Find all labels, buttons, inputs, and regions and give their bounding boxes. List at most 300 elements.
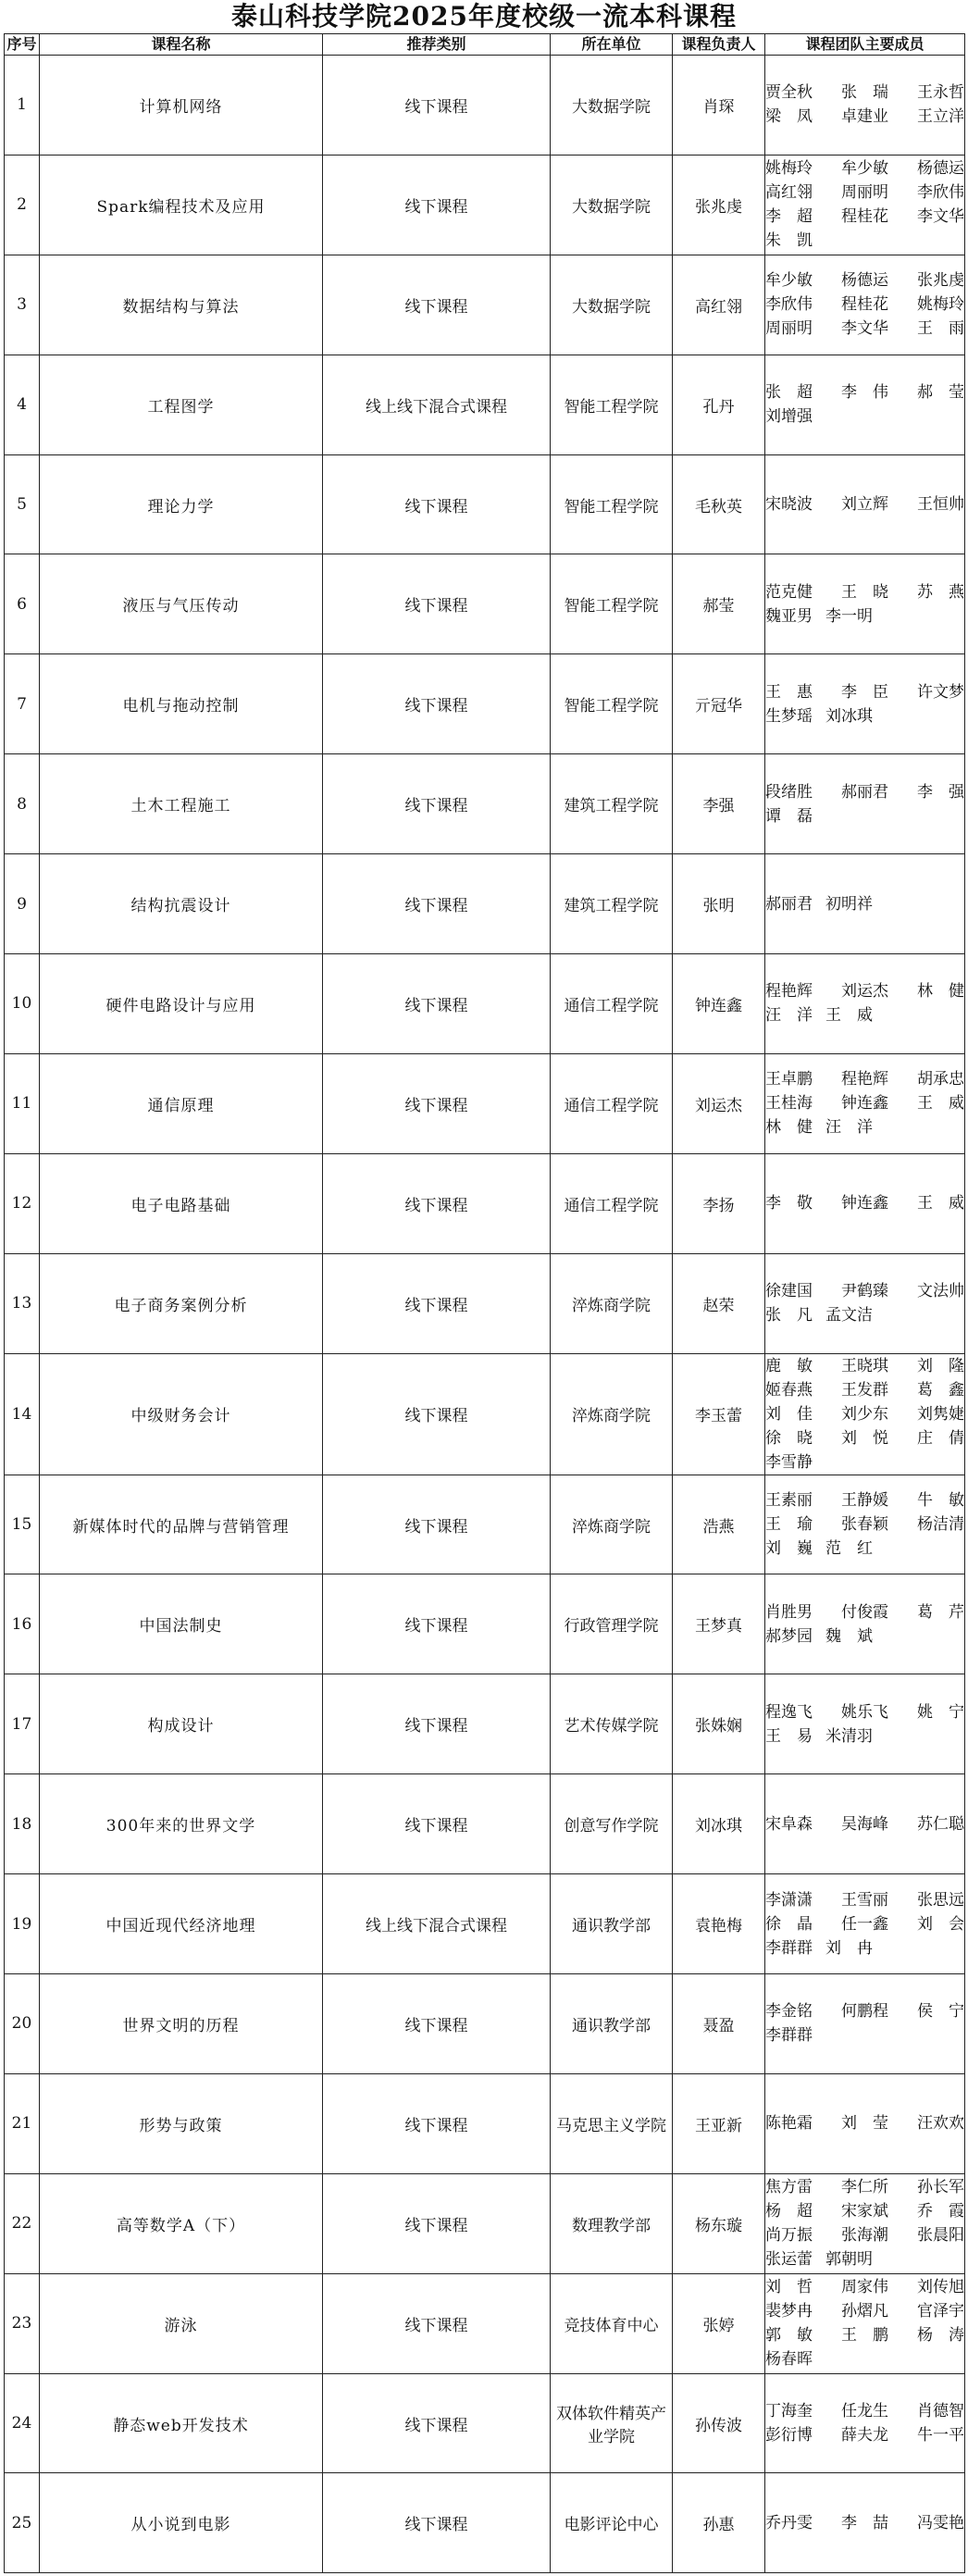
cell-seq: 19 [5,1874,40,1974]
cell-members [765,1574,965,1674]
table-row [5,1574,965,1674]
member-name: 何鹏程 [841,2002,888,2022]
member-line [765,1999,964,2023]
cell-members [765,1053,965,1153]
member-name: 李 伟 [841,383,888,403]
course-table [4,33,965,2573]
member-name: 姚 宁 [917,1702,964,1722]
header-seq: 序号 [5,34,40,56]
member-name: 朱 凯 [765,231,813,251]
cell-members [765,56,965,156]
cell-members [765,654,965,754]
cell-members [765,954,965,1054]
cell-unit: 建筑工程学院 [551,754,673,854]
member-name: 高红翎 [765,183,813,203]
cell-category: 线下课程 [323,155,551,255]
cell-course-name: 数据结构与算法 [40,255,323,355]
cell-course-name: 构成设计 [40,1674,323,1774]
member-line [765,1488,964,1512]
cell-seq: 4 [5,355,40,454]
cell-members [765,155,965,255]
cell-category: 线上线下混合式课程 [323,355,551,454]
cell-category: 线下课程 [323,255,551,355]
header-members: 课程团队主要成员 [765,34,965,56]
cell-course-name: 高等数学A（下） [40,2173,323,2273]
table-row [5,654,965,754]
cell-unit: 建筑工程学院 [551,854,673,954]
cell-leader: 刘冰琪 [673,1774,765,1874]
table-row [5,854,965,954]
cell-unit: 大数据学院 [551,255,673,355]
cell-category: 线下课程 [323,854,551,954]
cell-seq: 6 [5,554,40,654]
cell-category: 线上线下混合式课程 [323,1874,551,1974]
member-name: 尚万振 [765,2226,813,2246]
cell-seq: 9 [5,854,40,954]
member-name: 刘 巍 [765,1539,813,1559]
member-line [765,2511,964,2535]
cell-unit: 淬炼商学院 [551,1353,673,1475]
member-name: 姚梅玲 [917,295,964,315]
member-name: 谭 磊 [765,806,813,826]
cell-unit: 智能工程学院 [551,654,673,754]
member-line [765,2199,964,2223]
table-row [5,1874,965,1974]
member-name: 周丽明 [841,183,888,203]
member-name: 李一明 [825,606,873,626]
member-name: 乔 霞 [917,2202,964,2221]
member-line [765,1091,964,1115]
cell-leader: 张明 [673,854,765,954]
member-name: 葛 鑫 [917,1380,964,1400]
cell-course-name: 理论力学 [40,454,323,554]
table-row [5,454,965,554]
member-name: 王 威 [825,1006,873,1026]
member-name: 魏 斌 [825,1626,873,1646]
member-name: 周家伟 [841,2278,888,2297]
cell-members [765,854,965,954]
member-line [765,2223,964,2247]
header-unit: 所在单位 [551,34,673,56]
member-name: 王静媛 [841,1491,888,1511]
member-line [765,1888,964,1912]
cell-seq: 10 [5,954,40,1054]
table-row [5,2273,965,2373]
cell-seq: 3 [5,255,40,355]
cell-members [765,2173,965,2273]
member-line [765,1600,964,1624]
member-name: 王雪丽 [841,1890,888,1910]
cell-leader: 孙传波 [673,2373,765,2473]
cell-unit: 智能工程学院 [551,454,673,554]
member-name: 杨 超 [765,2202,813,2221]
cell-unit: 大数据学院 [551,155,673,255]
cell-course-name: 土木工程施工 [40,754,323,854]
cell-course-name: 硬件电路设计与应用 [40,954,323,1054]
member-name: 葛 芹 [917,1602,964,1622]
member-line [765,979,964,1003]
member-name: 郝丽君 [841,782,888,802]
member-name: 王晓琪 [841,1356,888,1375]
member-name: 段绪胜 [765,782,813,802]
member-name: 张 超 [765,383,813,403]
member-name: 王卓鹏 [765,1070,813,1089]
member-line [765,892,964,916]
member-name: 胡承忠 [917,1070,964,1089]
cell-category: 线下课程 [323,2073,551,2173]
cell-leader: 郝莹 [673,554,765,654]
member-line [765,780,964,804]
member-name: 孙熠凡 [841,2302,888,2321]
cell-members [765,554,965,654]
cell-course-name: 电机与拖动控制 [40,654,323,754]
cell-unit: 智能工程学院 [551,554,673,654]
cell-course-name: Spark编程技术及应用 [40,155,323,255]
member-name: 李文华 [917,207,964,227]
member-name: 乔丹雯 [765,2513,813,2532]
member-line [765,2111,964,2135]
table-row [5,155,965,255]
cell-leader: 袁艳梅 [673,1874,765,1974]
cell-leader: 李强 [673,754,765,854]
member-name: 王 惠 [765,682,813,702]
member-line [765,1812,964,1836]
table-row [5,255,965,355]
cell-leader: 刘运杰 [673,1053,765,1153]
member-name: 张兆虔 [917,271,964,291]
member-name: 钟连鑫 [841,1194,888,1213]
member-name: 杨春晖 [765,2350,813,2370]
member-name: 孟文洁 [825,1306,873,1325]
member-name: 李文华 [841,319,888,339]
member-name: 李 强 [917,782,964,802]
member-name: 王 雨 [917,319,964,339]
table-row [5,754,965,854]
cell-seq: 18 [5,1774,40,1874]
cell-leader: 孔丹 [673,355,765,454]
cell-leader: 李扬 [673,1153,765,1253]
cell-seq: 22 [5,2173,40,2273]
cell-unit: 通信工程学院 [551,1053,673,1153]
member-name: 刘 冉 [825,1938,873,1958]
cell-category: 线下课程 [323,2473,551,2573]
table-row [5,2073,965,2173]
cell-members [765,2073,965,2173]
cell-leader: 钟连鑫 [673,954,765,1054]
member-name: 魏亚男 [765,606,813,626]
member-name: 孙长军 [917,2178,964,2197]
cell-members [765,1774,965,1874]
cell-unit: 通信工程学院 [551,954,673,1054]
cell-seq: 13 [5,1253,40,1353]
cell-category: 线下课程 [323,1774,551,1874]
cell-leader: 赵荣 [673,1253,765,1353]
cell-seq: 7 [5,654,40,754]
cell-seq: 5 [5,454,40,554]
member-name: 李仁所 [841,2178,888,2197]
member-name: 庄 倩 [917,1428,964,1448]
member-line [765,380,964,404]
member-line [765,1537,964,1561]
cell-unit: 智能工程学院 [551,355,673,454]
page-title: 泰山科技学院2025年度校级一流本科课程 [231,1,737,31]
member-line [765,268,964,292]
member-name: 林 健 [765,1118,813,1138]
member-line [765,180,964,205]
cell-leader: 李玉蕾 [673,1353,765,1475]
member-name: 刘 悦 [841,1428,888,1448]
member-name: 郭 敏 [765,2326,813,2346]
cell-leader: 毛秋英 [673,454,765,554]
member-line [765,2275,964,2299]
cell-course-name: 工程图学 [40,355,323,454]
member-name: 牛一平 [917,2426,964,2445]
member-name: 尹鹤臻 [841,1282,888,1301]
member-name: 王桂海 [765,1094,813,1114]
member-name: 李群群 [765,2026,813,2046]
cell-course-name: 新媒体时代的品牌与营销管理 [40,1475,323,1574]
cell-seq: 16 [5,1574,40,1674]
table-row [5,954,965,1054]
member-name: 生梦瑶 [765,706,813,726]
cell-seq: 11 [5,1053,40,1153]
cell-course-name: 世界文明的历程 [40,1974,323,2074]
member-line [765,1378,964,1402]
cell-unit: 竞技体育中心 [551,2273,673,2373]
member-name: 杨洁清 [917,1515,964,1535]
member-line [765,404,964,429]
member-line [765,317,964,341]
member-line [765,2399,964,2423]
cell-members [765,2473,965,2573]
member-name: 肖胜男 [765,1602,813,1622]
table-row [5,1974,965,2074]
member-name: 官泽宇 [917,2302,964,2321]
member-name: 薛夫龙 [841,2426,888,2445]
cell-seq: 1 [5,56,40,156]
cell-members [765,1153,965,1253]
cell-unit: 创意写作学院 [551,1774,673,1874]
member-line [765,580,964,604]
table-row [5,1674,965,1774]
member-name: 林 健 [917,982,964,1002]
cell-seq: 2 [5,155,40,255]
member-name: 鹿 敏 [765,1356,813,1375]
table-row [5,1774,965,1874]
member-line [765,292,964,317]
cell-category: 线下课程 [323,554,551,654]
cell-course-name: 中国法制史 [40,1574,323,1674]
member-line [765,1279,964,1303]
member-name: 付俊霞 [841,1602,888,1622]
member-name: 李欣伟 [765,295,813,315]
member-name: 王 易 [765,1726,813,1746]
cell-unit: 电影评论中心 [551,2473,673,2573]
member-line [765,2023,964,2047]
member-name: 宋晓波 [765,495,813,514]
member-line [765,156,964,180]
cell-members [765,454,965,554]
member-name: 焦方雷 [765,2178,813,2197]
member-line [765,1303,964,1327]
member-line [765,604,964,628]
member-name: 张 瑞 [841,83,888,103]
cell-unit: 艺术传媒学院 [551,1674,673,1774]
cell-leader: 张姝娴 [673,1674,765,1774]
header-category: 推荐类别 [323,34,551,56]
member-name: 初明祥 [825,894,873,914]
cell-seq: 20 [5,1974,40,2074]
member-name: 张春颖 [841,1515,888,1535]
member-name: 王发群 [841,1380,888,1400]
member-line [765,1115,964,1139]
cell-leader: 浩燕 [673,1475,765,1574]
cell-members [765,255,965,355]
member-name: 程逸飞 [765,1702,813,1722]
cell-seq: 21 [5,2073,40,2173]
member-name: 程桂花 [841,295,888,315]
cell-category: 线下课程 [323,954,551,1054]
member-name: 刘隽婕 [917,1404,964,1424]
member-line [765,2347,964,2371]
member-line [765,1912,964,1936]
cell-unit: 马克思主义学院 [551,2073,673,2173]
member-name: 米清羽 [825,1726,873,1746]
cell-seq: 25 [5,2473,40,2573]
cell-course-name: 静态web开发技术 [40,2373,323,2473]
member-name: 贾全秋 [765,83,813,103]
table-row [5,355,965,454]
member-name: 范克健 [765,582,813,602]
member-line [765,2175,964,2199]
member-name: 宋家斌 [841,2202,888,2221]
cell-members [765,1874,965,1974]
member-line [765,492,964,516]
member-name: 王永哲 [917,83,964,103]
cell-leader: 王梦真 [673,1574,765,1674]
member-name: 王 鹏 [841,2326,888,2346]
member-line [765,1067,964,1091]
cell-unit: 淬炼商学院 [551,1253,673,1353]
cell-members [765,1353,965,1475]
member-name: 丁海奎 [765,2402,813,2421]
cell-course-name: 中国近现代经济地理 [40,1874,323,1974]
cell-category: 线下课程 [323,1974,551,2074]
member-name: 王 瑜 [765,1515,813,1535]
member-name: 刘运杰 [841,982,888,1002]
cell-category: 线下课程 [323,2173,551,2273]
member-name: 冯雯艳 [917,2513,964,2532]
member-name: 苏仁聪 [917,1814,964,1834]
cell-category: 线下课程 [323,1053,551,1153]
member-line [765,1512,964,1537]
cell-members [765,1674,965,1774]
cell-unit: 行政管理学院 [551,1574,673,1674]
member-name: 李 敬 [765,1194,813,1213]
member-name: 杨德运 [917,159,964,179]
member-name: 刘 会 [917,1914,964,1934]
member-name: 姚梅玲 [765,159,813,179]
member-name: 杨德运 [841,271,888,291]
cell-seq: 12 [5,1153,40,1253]
member-line [765,1354,964,1378]
cell-seq: 14 [5,1353,40,1475]
member-name: 李 臣 [841,682,888,702]
member-name: 刘少东 [841,1404,888,1424]
member-name: 张思远 [917,1890,964,1910]
cell-course-name: 从小说到电影 [40,2473,323,2573]
member-line [765,1936,964,1960]
member-line [765,2247,964,2271]
member-line [765,704,964,728]
member-name: 梁 凤 [765,107,813,127]
table-row [5,2473,965,2573]
member-line [765,680,964,704]
table-row [5,1253,965,1353]
cell-category: 线下课程 [323,1574,551,1674]
member-line [765,1402,964,1426]
member-name: 李 超 [765,207,813,227]
cell-category: 线下课程 [323,654,551,754]
cell-members [765,754,965,854]
member-name: 郝 莹 [917,383,964,403]
cell-leader: 孙惠 [673,2473,765,2573]
member-name: 徐建国 [765,1282,813,1301]
member-name: 程艳辉 [841,1070,888,1089]
member-name: 侯 宁 [917,2002,964,2022]
member-name: 陈艳霜 [765,2114,813,2134]
member-name: 李 喆 [841,2513,888,2532]
table-row [5,1053,965,1153]
cell-seq: 23 [5,2273,40,2373]
member-name: 王恒帅 [917,495,964,514]
cell-members [765,1475,965,1574]
cell-course-name: 中级财务会计 [40,1353,323,1475]
cell-unit: 淬炼商学院 [551,1475,673,1574]
cell-unit: 通识教学部 [551,1874,673,1974]
member-line [765,1450,964,1475]
member-name: 汪 洋 [825,1118,873,1138]
member-line [765,1191,964,1215]
member-name: 王 威 [917,1094,964,1114]
member-name: 任龙生 [841,2402,888,2421]
member-line [765,1003,964,1027]
cell-category: 线下课程 [323,754,551,854]
cell-course-name: 计算机网络 [40,56,323,156]
member-name: 张晨阳 [917,2226,964,2246]
member-name: 姚乐飞 [841,1702,888,1722]
member-name: 刘增强 [765,407,813,427]
member-name: 张运蕾 [765,2250,813,2270]
cell-leader: 张兆虔 [673,155,765,255]
member-name: 程艳辉 [765,982,813,1002]
member-name: 周丽明 [765,319,813,339]
cell-leader: 杨东璇 [673,2173,765,2273]
member-name: 宋阜森 [765,1814,813,1834]
member-name: 汪欢欢 [917,2114,964,2134]
member-name: 刘立辉 [841,495,888,514]
member-name: 刘 佳 [765,1404,813,1424]
member-line [765,1724,964,1748]
cell-seq: 8 [5,754,40,854]
table-row [5,1153,965,1253]
member-line [765,2423,964,2447]
member-name: 任一鑫 [841,1914,888,1934]
cell-unit: 大数据学院 [551,56,673,156]
member-name: 苏 燕 [917,582,964,602]
member-name: 郝梦园 [765,1626,813,1646]
cell-leader: 聂盈 [673,1974,765,2074]
